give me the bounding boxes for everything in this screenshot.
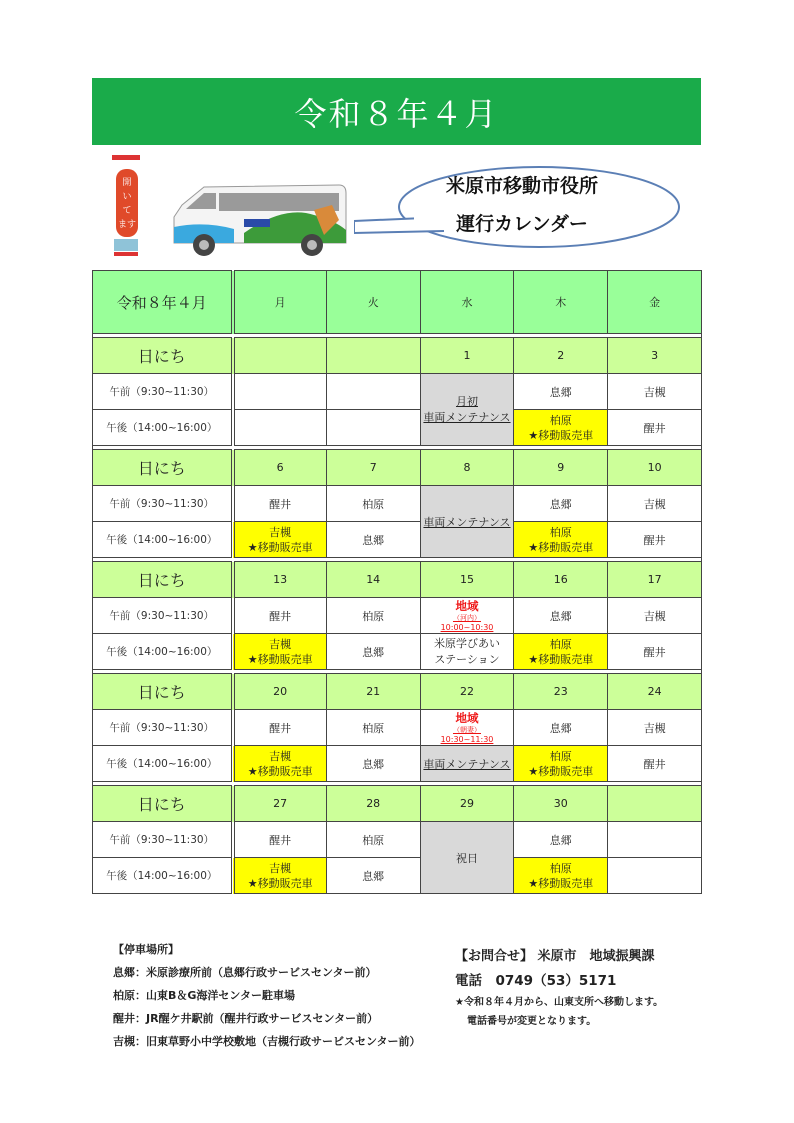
header-fri: 金 <box>608 271 702 334</box>
pm-cell-mobile-sale <box>514 746 608 782</box>
date-row-label: 日にち <box>93 450 233 486</box>
svg-text:い: い <box>122 192 132 202</box>
date-cell: 2 <box>514 338 608 374</box>
date-cell: 13 <box>233 562 327 598</box>
stop-name: 柏原 <box>549 413 572 427</box>
am-cell <box>608 822 702 858</box>
pm-cell <box>326 410 420 446</box>
contact-department: 【お問合せ】 米原市 地域振興課 <box>455 949 655 964</box>
date-cell: 28 <box>326 786 420 822</box>
header-thu: 木 <box>514 271 608 334</box>
pm-row <box>93 858 702 894</box>
date-row-label: 日にち <box>93 674 233 710</box>
regional-visit-title: 地域 <box>455 598 479 613</box>
date-cell <box>233 338 327 374</box>
stop-name: 柏原 <box>549 749 572 763</box>
svg-text:て: て <box>122 206 132 216</box>
date-cell: 6 <box>233 450 327 486</box>
regional-visit-title: 地域 <box>455 710 479 725</box>
date-row <box>93 338 702 374</box>
am-cell: 吉槻 <box>608 486 702 522</box>
am-cell <box>233 374 327 410</box>
pm-row <box>93 522 702 558</box>
pm-cell: 息郷 <box>326 746 420 782</box>
am-row <box>93 486 702 522</box>
date-cell: 30 <box>514 786 608 822</box>
regional-visit-area: （朝妻） <box>452 725 481 734</box>
am-cell: 柏原 <box>326 822 420 858</box>
mobile-sale-label: ★移動販売車 <box>247 652 313 666</box>
pm-cell-mobile-sale <box>233 522 327 558</box>
stop-name: 吉槻 <box>269 525 292 539</box>
date-row-label: 日にち <box>93 338 233 374</box>
regional-visit-cell <box>420 710 514 746</box>
pm-cell-mobile-sale <box>514 858 608 894</box>
calendar-heading <box>397 167 647 243</box>
phone-change-note: 電話番号が変更となります。 <box>467 1016 597 1027</box>
hero-illustration <box>92 145 701 265</box>
am-cell: 息郷 <box>514 486 608 522</box>
pm-row-label: 午後（14:00~16:00） <box>93 410 233 446</box>
am-row-label: 午前（9:30~11:30） <box>93 822 233 858</box>
pm-row <box>93 410 702 446</box>
maintenance-line-1: 月初 <box>455 394 478 408</box>
maintenance-cell <box>420 746 514 782</box>
date-row <box>93 450 702 486</box>
pm-cell: 息郷 <box>326 522 420 558</box>
pm-cell: 醒井 <box>608 522 702 558</box>
heading-line-1: 米原市移動市役所 <box>445 175 598 197</box>
pm-cell: 醒井 <box>608 410 702 446</box>
am-cell: 柏原 <box>326 486 420 522</box>
am-cell <box>326 374 420 410</box>
pm-cell: 醒井 <box>608 746 702 782</box>
stop-name: 吉槻 <box>269 749 292 763</box>
date-cell: 23 <box>514 674 608 710</box>
mobile-sale-label: ★移動販売車 <box>528 540 594 554</box>
date-row-label: 日にち <box>93 786 233 822</box>
pm-cell: 醒井 <box>608 634 702 670</box>
am-cell: 吉槻 <box>608 374 702 410</box>
date-row <box>93 786 702 822</box>
pm-cell-mobile-sale <box>514 634 608 670</box>
date-cell <box>608 786 702 822</box>
relocation-note: ★令和８年４月から、山東支所へ移動します。 <box>455 997 664 1008</box>
mobile-sale-label: ★移動販売車 <box>528 428 594 442</box>
maintenance-cell <box>420 374 514 446</box>
date-cell: 16 <box>514 562 608 598</box>
am-cell: 醒井 <box>233 822 327 858</box>
date-cell: 21 <box>326 674 420 710</box>
stop-name: 柏原 <box>549 525 572 539</box>
header-tue: 火 <box>326 271 420 334</box>
stop-name: 柏原 <box>549 637 572 651</box>
stop-name: 柏原 <box>549 861 572 875</box>
header-wed: 水 <box>420 271 514 334</box>
mobile-sale-label: ★移動販売車 <box>247 764 313 778</box>
regional-visit-cell <box>420 598 514 634</box>
am-row-label: 午前（9:30~11:30） <box>93 598 233 634</box>
date-cell: 22 <box>420 674 514 710</box>
open-banner-icon <box>110 153 152 258</box>
date-row-label: 日にち <box>93 562 233 598</box>
holiday-cell <box>420 822 514 894</box>
regional-visit-time: 10:00~10:30 <box>440 622 494 632</box>
mobile-sale-label: ★移動販売車 <box>528 652 594 666</box>
stop-location-item: 息郷：米原診療所前（息郷行政サービスセンター前） <box>113 966 377 979</box>
pm-cell <box>608 858 702 894</box>
date-cell: 15 <box>420 562 514 598</box>
operation-calendar-table <box>92 270 702 894</box>
am-row-label: 午前（9:30~11:30） <box>93 374 233 410</box>
date-cell: 7 <box>326 450 420 486</box>
date-row <box>93 674 702 710</box>
am-cell: 息郷 <box>514 374 608 410</box>
pm-row-label: 午後（14:00~16:00） <box>93 634 233 670</box>
date-cell: 17 <box>608 562 702 598</box>
pm-cell: 息郷 <box>326 858 420 894</box>
contact-info <box>455 945 663 1031</box>
stop-name: 吉槻 <box>269 637 292 651</box>
regional-visit-area: （河内） <box>452 613 481 622</box>
pm-cell-mobile-sale <box>514 522 608 558</box>
svg-text:開: 開 <box>122 178 132 188</box>
maintenance-label: 車両メンテナンス <box>423 515 511 529</box>
date-row <box>93 562 702 598</box>
stop-name: 吉槻 <box>269 861 292 875</box>
venue-line-2: ステーション <box>434 652 500 666</box>
am-row <box>93 822 702 858</box>
pm-cell-mobile-sale <box>514 410 608 446</box>
pm-cell-mobile-sale <box>233 746 327 782</box>
header-mon: 月 <box>233 271 327 334</box>
maintenance-label: 車両メンテナンス <box>423 757 511 771</box>
am-cell: 柏原 <box>326 598 420 634</box>
am-cell: 醒井 <box>233 486 327 522</box>
page-title: 令和８年４月 <box>92 78 701 145</box>
date-cell: 24 <box>608 674 702 710</box>
date-cell: 29 <box>420 786 514 822</box>
am-row <box>93 598 702 634</box>
date-cell <box>326 338 420 374</box>
am-row <box>93 710 702 746</box>
stop-location-item: 吉槻：旧東草野小中学校敷地（吉槻行政サービスセンター前） <box>113 1035 421 1048</box>
am-cell: 息郷 <box>514 598 608 634</box>
am-cell: 吉槻 <box>608 598 702 634</box>
date-cell: 27 <box>233 786 327 822</box>
contact-phone: 電話 0749（53）5171 <box>455 973 617 989</box>
maintenance-cell <box>420 486 514 558</box>
date-cell: 10 <box>608 450 702 486</box>
pm-row <box>93 634 702 670</box>
header-month-label: 令和８年４月 <box>93 271 233 334</box>
regional-visit-time: 10:30~11:30 <box>440 734 494 744</box>
svg-text:ます: ます <box>117 220 137 230</box>
mobile-sale-label: ★移動販売車 <box>528 764 594 778</box>
am-cell: 息郷 <box>514 822 608 858</box>
date-cell: 8 <box>420 450 514 486</box>
pm-cell-mobile-sale <box>233 858 327 894</box>
pm-row-label: 午後（14:00~16:00） <box>93 858 233 894</box>
stop-location-item: 柏原：山東B＆G海洋センター駐車場 <box>113 989 295 1002</box>
date-cell: 20 <box>233 674 327 710</box>
pm-row-label: 午後（14:00~16:00） <box>93 746 233 782</box>
date-cell: 14 <box>326 562 420 598</box>
date-cell: 9 <box>514 450 608 486</box>
am-cell: 醒井 <box>233 598 327 634</box>
am-row <box>93 374 702 410</box>
header-row <box>93 271 702 334</box>
pm-cell-mobile-sale <box>233 634 327 670</box>
mobile-sale-label: ★移動販売車 <box>247 540 313 554</box>
am-cell: 柏原 <box>326 710 420 746</box>
mobile-office-van-icon <box>164 175 354 260</box>
am-cell: 醒井 <box>233 710 327 746</box>
am-row-label: 午前（9:30~11:30） <box>93 710 233 746</box>
date-cell: 3 <box>608 338 702 374</box>
date-cell: 1 <box>420 338 514 374</box>
stop-locations <box>113 938 421 1053</box>
pm-row-label: 午後（14:00~16:00） <box>93 522 233 558</box>
mobile-sale-label: ★移動販売車 <box>247 876 313 890</box>
heading-line-2: 運行カレンダー <box>456 213 588 235</box>
pm-cell-learning-station <box>420 634 514 670</box>
pm-cell <box>233 410 327 446</box>
stop-location-item: 醒井：JR醒ケ井駅前（醒井行政サービスセンター前） <box>113 1012 379 1025</box>
holiday-label: 祝日 <box>455 851 478 865</box>
pm-row <box>93 746 702 782</box>
am-row-label: 午前（9:30~11:30） <box>93 486 233 522</box>
stop-locations-heading: 【停車場所】 <box>113 943 179 956</box>
pm-cell: 息郷 <box>326 634 420 670</box>
am-cell: 息郷 <box>514 710 608 746</box>
mobile-sale-label: ★移動販売車 <box>528 876 594 890</box>
am-cell: 吉槻 <box>608 710 702 746</box>
venue-line-1: 米原学びあい <box>433 636 500 650</box>
maintenance-line-2: 車両メンテナンス <box>423 410 511 424</box>
